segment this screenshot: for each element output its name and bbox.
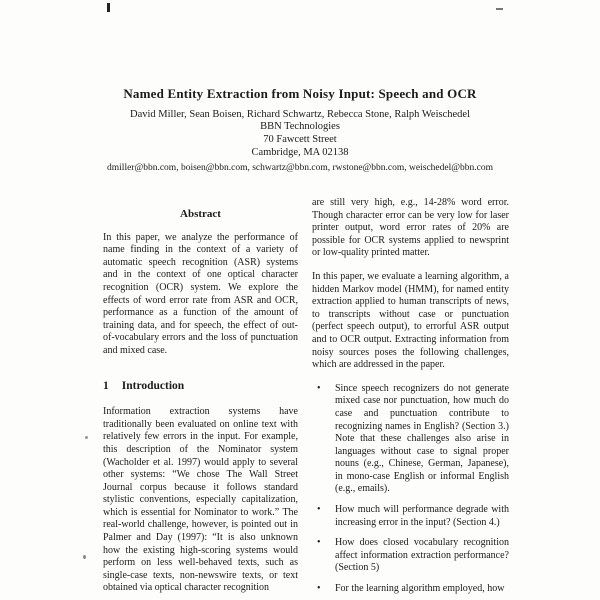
paper-authors: David Miller, Sean Boisen, Richard Schwartz, Rebecca Stone, Ralph Weischedel — [130, 109, 470, 120]
ocr-error-paragraph: are still very high, e.g., 14-28% word error. Though character error can be very low for laser printer output, word error rates of 20% are possible for OCR systems applied to newsprint or low-quality printed matter. — [312, 197, 509, 259]
scan-artifact — [107, 3, 110, 12]
affiliation: BBN Technologies — [260, 121, 340, 132]
list-item — [312, 537, 509, 575]
scan-artifact — [85, 436, 88, 439]
evaluation-paragraph: In this paper, we evaluate a learning algorithm, a hidden Markov model (HMM), for named entity extraction applied to human transcripts of news, to transcripts without case or punctuation (perfect speech output), to errorful ASR output and to OCR output. Extracting information from noisy sources poses the following challenges, which are addressed in the paper. — [312, 270, 509, 371]
scan-artifact — [496, 8, 503, 10]
paper-title: Named Entity Extraction from Noisy Input: Speech and OCR — [123, 86, 477, 101]
challenge-training-data: For the learning algorithm employed, how — [335, 583, 505, 595]
introduction-text: Information extraction systems have traditionally been evaluated on online text with relatively few errors in the input. For example, this description of the Nominator system (Wacholder et al. 1997) would apply to several other systems: “We chose The Wall Street Journal corpus because it follows standard stylistic conventions, especially capitalization, which is essential for Nominator to work.” The real-world challenge, however, is pointed out in Palmer and Day (1997): “It is also unknown how the existing high-scoring systems would perform on less well-behaved texts, such as single-case texts, non-newswire texts, or text obtained via optical character recognition — [103, 406, 298, 594]
address-street: 70 Fawcett Street — [263, 134, 337, 145]
introduction-heading — [103, 380, 298, 393]
bullet-icon: • — [317, 504, 321, 516]
bullet-icon: • — [317, 583, 321, 595]
right-column — [312, 197, 509, 600]
challenges-list — [312, 383, 509, 596]
challenge-error-degrade: How much will performance degrade with increasing error in the input? (Section 4.) — [335, 504, 509, 528]
scan-artifact — [83, 555, 86, 559]
address-city: Cambridge, MA 02138 — [251, 147, 349, 158]
challenge-case-punctuation: Since speech recognizers do not generate mixed case nor punctuation, how much do case and punctuation contribute to recognizing names in English? (Section 3.) Note that these challenges also arise in languages without case to signal proper nouns (e.g., Chinese, German, Japanese), in mono-case English or informal English (e.g., emails). — [335, 382, 509, 495]
section-title: Introduction — [121, 379, 185, 392]
abstract-text: In this paper, we analyze the performance of name finding in the context of a variety of automatic speech recognition (ASR) systems and in the context of one optical character recognition (OCR) system. We explore the effects of word error rate from ASR and OCR, performance as a function of the amount of training data, and for speech, the effect of out-of-vocabulary errors and the loss of punctuation and mixed case. — [103, 231, 298, 356]
author-emails: dmiller@bbn.com, boisen@bbn.com, schwartz@bbn.com, rwstone@bbn.com, weischedel@bbn.com — [107, 163, 493, 173]
bullet-icon: • — [317, 537, 321, 549]
bullet-icon: • — [317, 382, 321, 394]
section-number: 1 — [103, 379, 109, 392]
list-item — [312, 583, 509, 596]
list-item — [312, 383, 509, 496]
abstract-heading: Abstract — [180, 208, 221, 220]
left-column — [103, 208, 298, 600]
list-item — [312, 504, 509, 529]
paper-header — [45, 86, 555, 173]
challenge-closed-vocab: How does closed vocabulary recognition affect information extraction performance? (Section 5) — [335, 537, 509, 574]
